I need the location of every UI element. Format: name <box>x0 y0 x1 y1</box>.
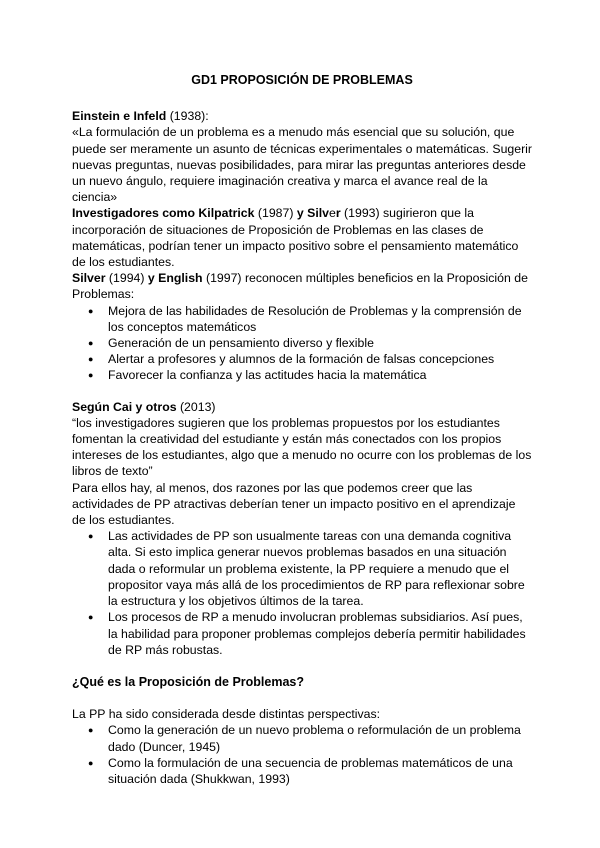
benefits-list <box>72 303 532 384</box>
einstein-citation <box>72 108 532 124</box>
silver-english-paragraph <box>72 270 532 302</box>
cai-intro: Para ellos hay, al menos, dos razones por las que podemos creer que las actividades de PP atractivas deberían tener un impacto positivo en el aprendizaje de los estudiantes. <box>72 480 516 528</box>
list-item: ● Como la generación de un nuevo problema o reformulación de un problema dado (Duncer, 1945) <box>108 722 532 754</box>
kilpatrick-authors-2: y Silv <box>296 206 329 221</box>
einstein-year: (1938): <box>166 109 209 124</box>
kilpatrick-year-1: (1987) <box>254 206 297 221</box>
document-body <box>72 62 532 787</box>
cai-citation <box>72 399 532 415</box>
kilpatrick-authors-2c: r <box>335 206 341 221</box>
einstein-quote: «La formulación de un problema es a menudo más esencial que su solución, que puede ser meramente un asunto de técnicas experimentales o matemáticas. Sugerir nuevas preguntas, nuevas posibilidades, para mirar las preguntas anteriores desde un nuevo ángulo, requiere imaginación creativa y marca el avance real de la ciencia» <box>72 125 533 205</box>
list-item: ● Alertar a profesores y alumnos de la formación de falsas concepciones <box>108 351 532 367</box>
silver-english-text: (1997) reconocen múltiples beneficios en la Proposición de Problemas: <box>72 271 528 302</box>
kilpatrick-paragraph <box>72 205 532 270</box>
list-item: ● Los procesos de RP a menudo involucran problemas subsidiarios. Así pues, la habilidad para proponer problemas complejos debería permitir habilidades de RP más robustas. <box>108 609 532 658</box>
cai-quote: “los investigadores sugieren que los problemas propuestos por los estudiantes fomentan la creatividad del estudiante y están más conectados con los propios intereses de los estudiantes, algo que a menudo no ocurre con los problemas de los libros de texto” <box>72 415 532 479</box>
cai-year: (2013) <box>176 399 216 414</box>
kilpatrick-authors-1: Investigadores como Kilpatrick <box>72 206 255 221</box>
kilpatrick-text: sugirieron que la incorporación de situaciones de Proposición de Problemas en las clases de matemáticas, podrían tener un impacto positivo sobre el pensamiento matemático de los estudiantes. <box>72 206 519 270</box>
perspectives-list <box>72 722 532 787</box>
list-item: ● Favorecer la confianza y las actitudes hacia la matemática <box>108 367 532 383</box>
section-heading: ¿Qué es la Proposición de Problemas? <box>72 674 305 689</box>
kilpatrick-year-2: (1993) <box>340 206 380 221</box>
silver-year: (1994) <box>105 271 148 286</box>
list-item: ● Mejora de las habilidades de Resolución de Problemas y la comprensión de los conceptos matemáticos <box>108 303 532 335</box>
cai-authors: Según Cai y otros <box>72 399 177 414</box>
section-intro: La PP ha sido considerada desde distintas perspectivas: <box>72 707 381 722</box>
english-author: y English <box>147 271 203 286</box>
reasons-list <box>72 528 532 658</box>
einstein-authors: Einstein e Infeld <box>72 109 167 124</box>
silver-author: Silver <box>72 271 106 286</box>
kilpatrick-authors-2b: e <box>329 206 336 221</box>
list-item: ● Las actividades de PP son usualmente tareas con una demanda cognitiva alta. Si esto implica generar nuevos problemas basados en una situación dada o reformular un problema existente, la PP requiere a menudo que el propositor vaya más allá de los procedimientos de RP para reflexionar sobre la estructura y los objetivos últimos de la tarea. <box>108 528 532 609</box>
page-title: GD1 PROPOSICIÓN DE PROBLEMAS <box>191 73 413 87</box>
list-item: ● Generación de un pensamiento diverso y flexible <box>108 335 532 351</box>
list-item: ● Como la formulación de una secuencia de problemas matemáticos de una situación dada (Shukkwan, 1993) <box>108 755 532 787</box>
